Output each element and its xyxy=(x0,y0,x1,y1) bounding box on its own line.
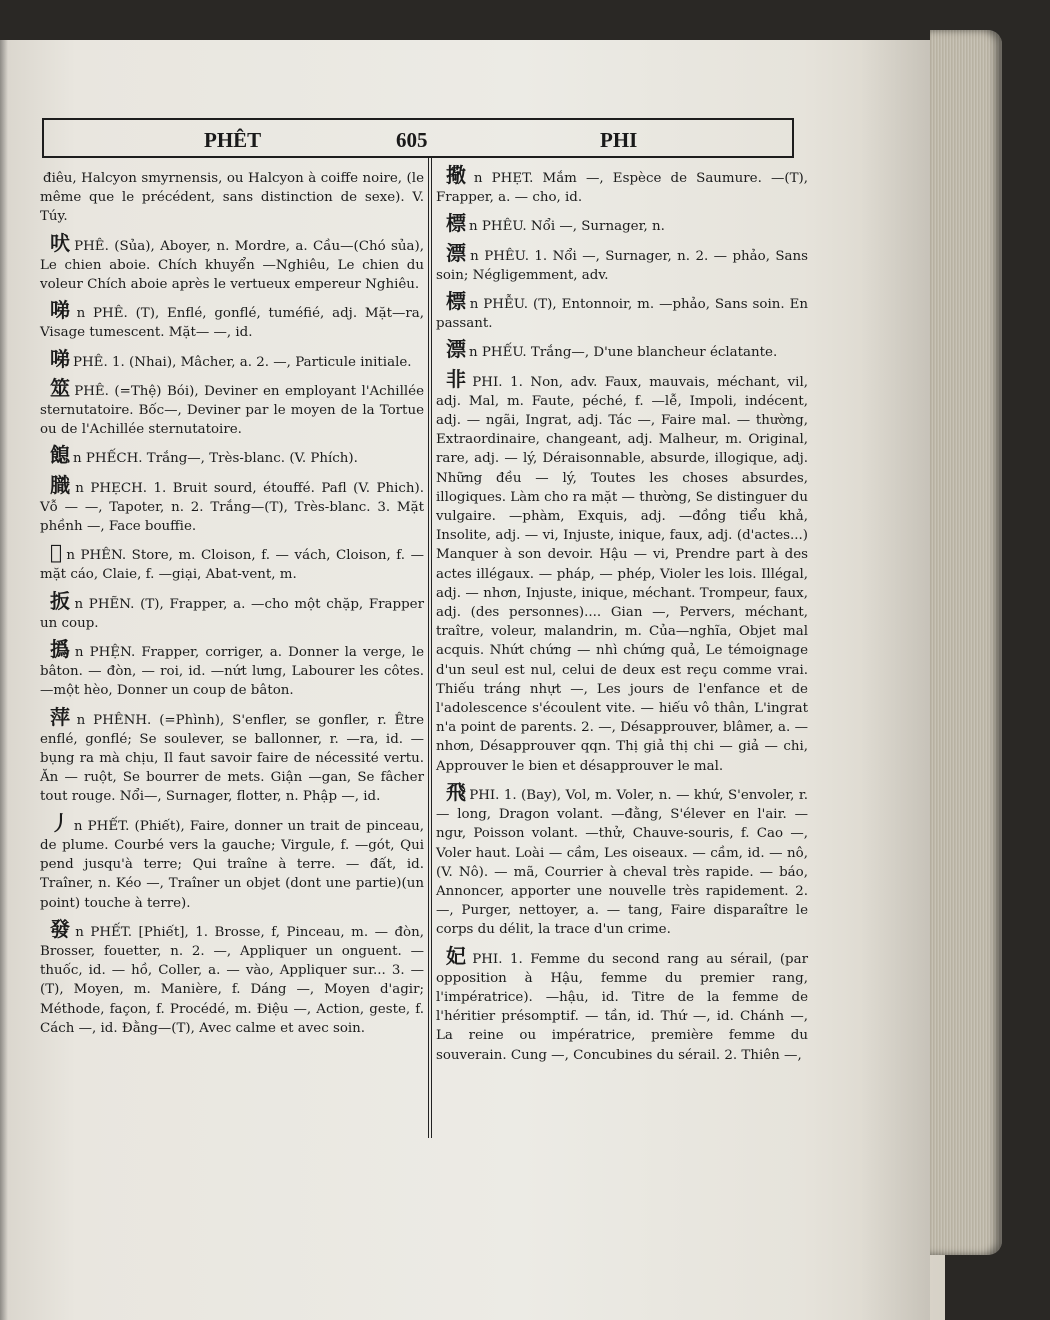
entry-text: n PHÊU. Nổi —, Surnager, n. xyxy=(469,219,665,235)
han-character: 飛 xyxy=(446,779,467,804)
dictionary-entry xyxy=(436,289,808,333)
page-edges xyxy=(930,30,1002,1255)
dictionary-entry xyxy=(436,366,808,776)
entry-text: n PHẸT. Mắm —, Espèce de Saumure. —(T), Frapper, a. — cho, id. xyxy=(436,171,808,206)
dictionary-entry xyxy=(40,375,424,440)
entry-text: n PHÊU. 1. Nổi —, Surnager, n. 2. — phảo, Sans soin; Négligemment, adv. xyxy=(436,248,809,283)
entry-text: PHI. 1. (Bay), Vol, m. Voler, n. — khứ, S'envoler, r. — long, Dragon volant. —đằng, S'élever en l'air. — ngư, Poisson volant. —thử, Chauve-souris, f. Cao —, Voler haut. Loài — cầm, Les oiseaux. — cầm, id. — nô, (V. Nô). — mã, Courrier à cheval très rapide. — báo, Annoncer, apporter une nouvelle très rapidement. 2.—, Purger, nettoyer, a. — tang, Faire disparaître le corps du délit, la trace d'un crime. xyxy=(436,787,809,938)
page-shade xyxy=(860,40,930,1320)
entry-text: PHÊ. (=Thệ) Bói), Deviner en employant l'Achillée sternutatoire. Bốc—, Deviner par le moyen de la Tortue ou de l'Achillée sternutatoire. xyxy=(40,383,424,438)
entry-text: n PHẼN. (T), Frapper, a. —cho một chặp, Frapper un coup. xyxy=(40,596,425,631)
dictionary-entry xyxy=(40,588,425,633)
entry-text: điêu, Halcyon smyrnensis, ou Halcyon à coiffe noire, (le même que le précédent, sans distinction de sexe). V. Túy. xyxy=(40,171,424,225)
dictionary-entry xyxy=(40,540,424,584)
dictionary-entry xyxy=(436,163,808,207)
dictionary-entry xyxy=(436,240,809,285)
running-header xyxy=(42,118,794,158)
dictionary-entry xyxy=(40,298,425,342)
entry-text: PHI. 1. Non, adv. Faux, mauvais, méchant, vil, adj. Mal, m. Faute, péché, f. —lễ, Impoli, indécent, adj. — ngãi, Ingrat, adj. Tác —, Faire mal. — thường, Extraordinaire, changeant, adj. Malheur, m. Original, rare, adj. — lý, Déraisonnable, absurde, illogique, adj. Những đều — lý, Toutes les choses absurdes, illogiques. Làm cho ra mặt — thường, Se distinguer du vulgaire. —phàm, Exquis, adj. —đồng tiểu khả, Insolite, adj. — vi, Injuste, inique, faux, adj. (d'actes...) Manquer à son devoir. Hậu — vi, Prendre part à des actes illégaux. — pháp, — phép, Violer les lois. Illégal, adj. — nhơn, Injuste, inique, méchant. Trompeur, faux, adj. (des personnes).... Gian —, Pervers, méchant, traître, voleur, malandrin, m. Của—nghĩa, Objet mal acquis. Nhứt chứng — nhì chứng quả, Le témoignage d'un seul est nul, celui de deux est reçu comme vrai. Thiếu tráng nhựt —, Les jours de l'enfance et de l'adolescence s'écoulent vite. — hiếu vô thân, L'ingrat n'a point de parents. 2. —, Désapprouver, blâmer, a. — nhơn, Désapprouver qqn. Thị giả thị chi — giả — chi, Approuver le bien et désapprouver le mal. xyxy=(436,374,808,774)
header-right-word: PHI xyxy=(600,128,638,152)
dictionary-entry xyxy=(40,916,424,1038)
han-character: 標 xyxy=(446,289,467,314)
entry-text: n PHÊN. Store, m. Cloison, f. — vách, Cloison, f. —mặt cáo, Claie, f. —giại, Abat-vent, m. xyxy=(40,548,424,583)
han-character: 擏 xyxy=(446,163,471,187)
spine-shadow xyxy=(0,40,8,1320)
han-character: 丿 xyxy=(50,810,71,835)
dictionary-entry xyxy=(40,346,424,372)
dictionary-entry xyxy=(40,704,424,807)
dictionary-entry xyxy=(40,230,424,295)
dictionary-entry xyxy=(40,166,424,227)
entry-text: n PHẾT. [Phiết], 1. Brosse, f, Pinceau, m. — đòn, Brosser, fouetter, n. 2. —, Appliquer un onguent. — thuốc, id. — hồ, Coller, a. — vào, Appliquer sur... 3. —(T), Moyen, m. Manière, f. Dáng —, Moyen d'agir; Méthode, façon, f. Procédé, m. Điệu —, Action, geste, f. Cách —, id. Đằng—(T), Avec calme et avec soin. xyxy=(40,924,424,1036)
dictionary-entry xyxy=(40,637,425,701)
entry-text: n PHẾCH. Trắng—, Très-blanc. (V. Phích). xyxy=(73,451,358,467)
han-character: 漂 xyxy=(446,240,468,265)
han-character: 發 xyxy=(50,916,73,941)
han-character: 非 xyxy=(446,366,470,391)
han-character: 䭒 xyxy=(50,443,70,468)
dictionary-entry xyxy=(40,810,424,913)
entry-text: PHI. 1. Femme du second rang au sérail, (par opposition à Hậu, femme du premier rang, l'impératrice). —hậu, id. Titre de la femme de l'héritier présomptif. — tần, id. Thứ —, id. Chánh —, La reine ou impératrice, première femme du souverain. Cung —, Concubines du sérail. 2. Thiên —, xyxy=(436,951,808,1063)
dictionary-entry xyxy=(436,337,808,362)
right-column xyxy=(436,163,809,1072)
han-character: 㖒 xyxy=(50,298,74,323)
entry-text: n PHỄU. (T), Entonnoir, m. —phảo, Sans soin. En passant. xyxy=(436,297,808,332)
dictionary-entry xyxy=(436,943,808,1065)
han-character: 𢷀 xyxy=(50,540,64,565)
entry-text: n PHÊ. (T), Enflé, gonflé, tuméfié, adj. Mặt—ra, Visage tumescent. Mặt— —, id. xyxy=(40,306,425,341)
entry-text: PHÊ. (Sủa), Aboyer, n. Mordre, a. Cầu—(Chó sủa), Le chien aboie. Chích khuyển —Nghiêu, Le chien du voleur Chích aboie après le vertueux empereur Nghiêu. xyxy=(40,238,424,293)
han-character: 筮 xyxy=(50,375,72,400)
dictionary-entry xyxy=(436,211,808,236)
entry-text: PHÊ. 1. (Nhai), Mâcher, a. 2. —, Particule initiale. xyxy=(73,354,412,370)
han-character: 妃 xyxy=(446,943,470,968)
dictionary-entry xyxy=(40,443,424,468)
han-character: 扳 xyxy=(50,588,72,613)
han-character: 撝 xyxy=(50,637,72,662)
entry-text: n PHỆN. Frapper, corriger, a. Donner la verge, le bâton. — đòn, — roi, id. —nứt lưng, Labourer les côtes. —một hèo, Donner un coup de bâton. xyxy=(40,645,425,699)
page-number: 605 xyxy=(396,128,428,152)
han-character: 膱 xyxy=(50,472,73,497)
header-left-word: PHÊT xyxy=(204,128,262,152)
entry-text: n PHẾT. (Phiết), Faire, donner un trait de pinceau, de plume. Courbé vers la gauche; Virgule, f. —gót, Qui pend jusqu'à terre; Qui traîne à terre. — đất, id. Traîner, n. Kéo —, Traîner un objet (dont une partie)(un point) touche à terre). xyxy=(40,818,424,911)
entry-text: n PHẾU. Trắng—, D'une blancheur éclatante. xyxy=(469,345,778,361)
han-character: 吠 xyxy=(50,230,72,255)
han-character: 漂 xyxy=(446,337,466,362)
entry-text: n PHÊNH. (=Phình), S'enfler, se gonfler, r. Être enflé, gonflé; Se soulever, se ballonner, r. —ra, id. — bụng ra mà chịu, Il faut savoir faire de nécessité vertu. Ăn — ruột, Se bourrer de mets. Giận —gan, Se fâcher tout rouge. Nổi—, Surnager, flotter, n. Phập —, id. xyxy=(40,712,424,805)
left-column xyxy=(40,166,424,1045)
han-character: 㖒 xyxy=(50,346,70,371)
entry-text: n PHẸCH. 1. Bruit sourd, étouffé. Pafl (V. Phich). Vỗ — —, Tapoter, n. 2. Trắng—(T), Très-blanc. 3. Mặt phềnh —, Face bouffie. xyxy=(40,480,424,535)
dictionary-entry xyxy=(436,779,809,940)
han-character: 萍 xyxy=(50,704,74,729)
han-character: 標 xyxy=(446,211,466,236)
column-divider xyxy=(428,158,432,1138)
dictionary-entry xyxy=(40,472,424,537)
